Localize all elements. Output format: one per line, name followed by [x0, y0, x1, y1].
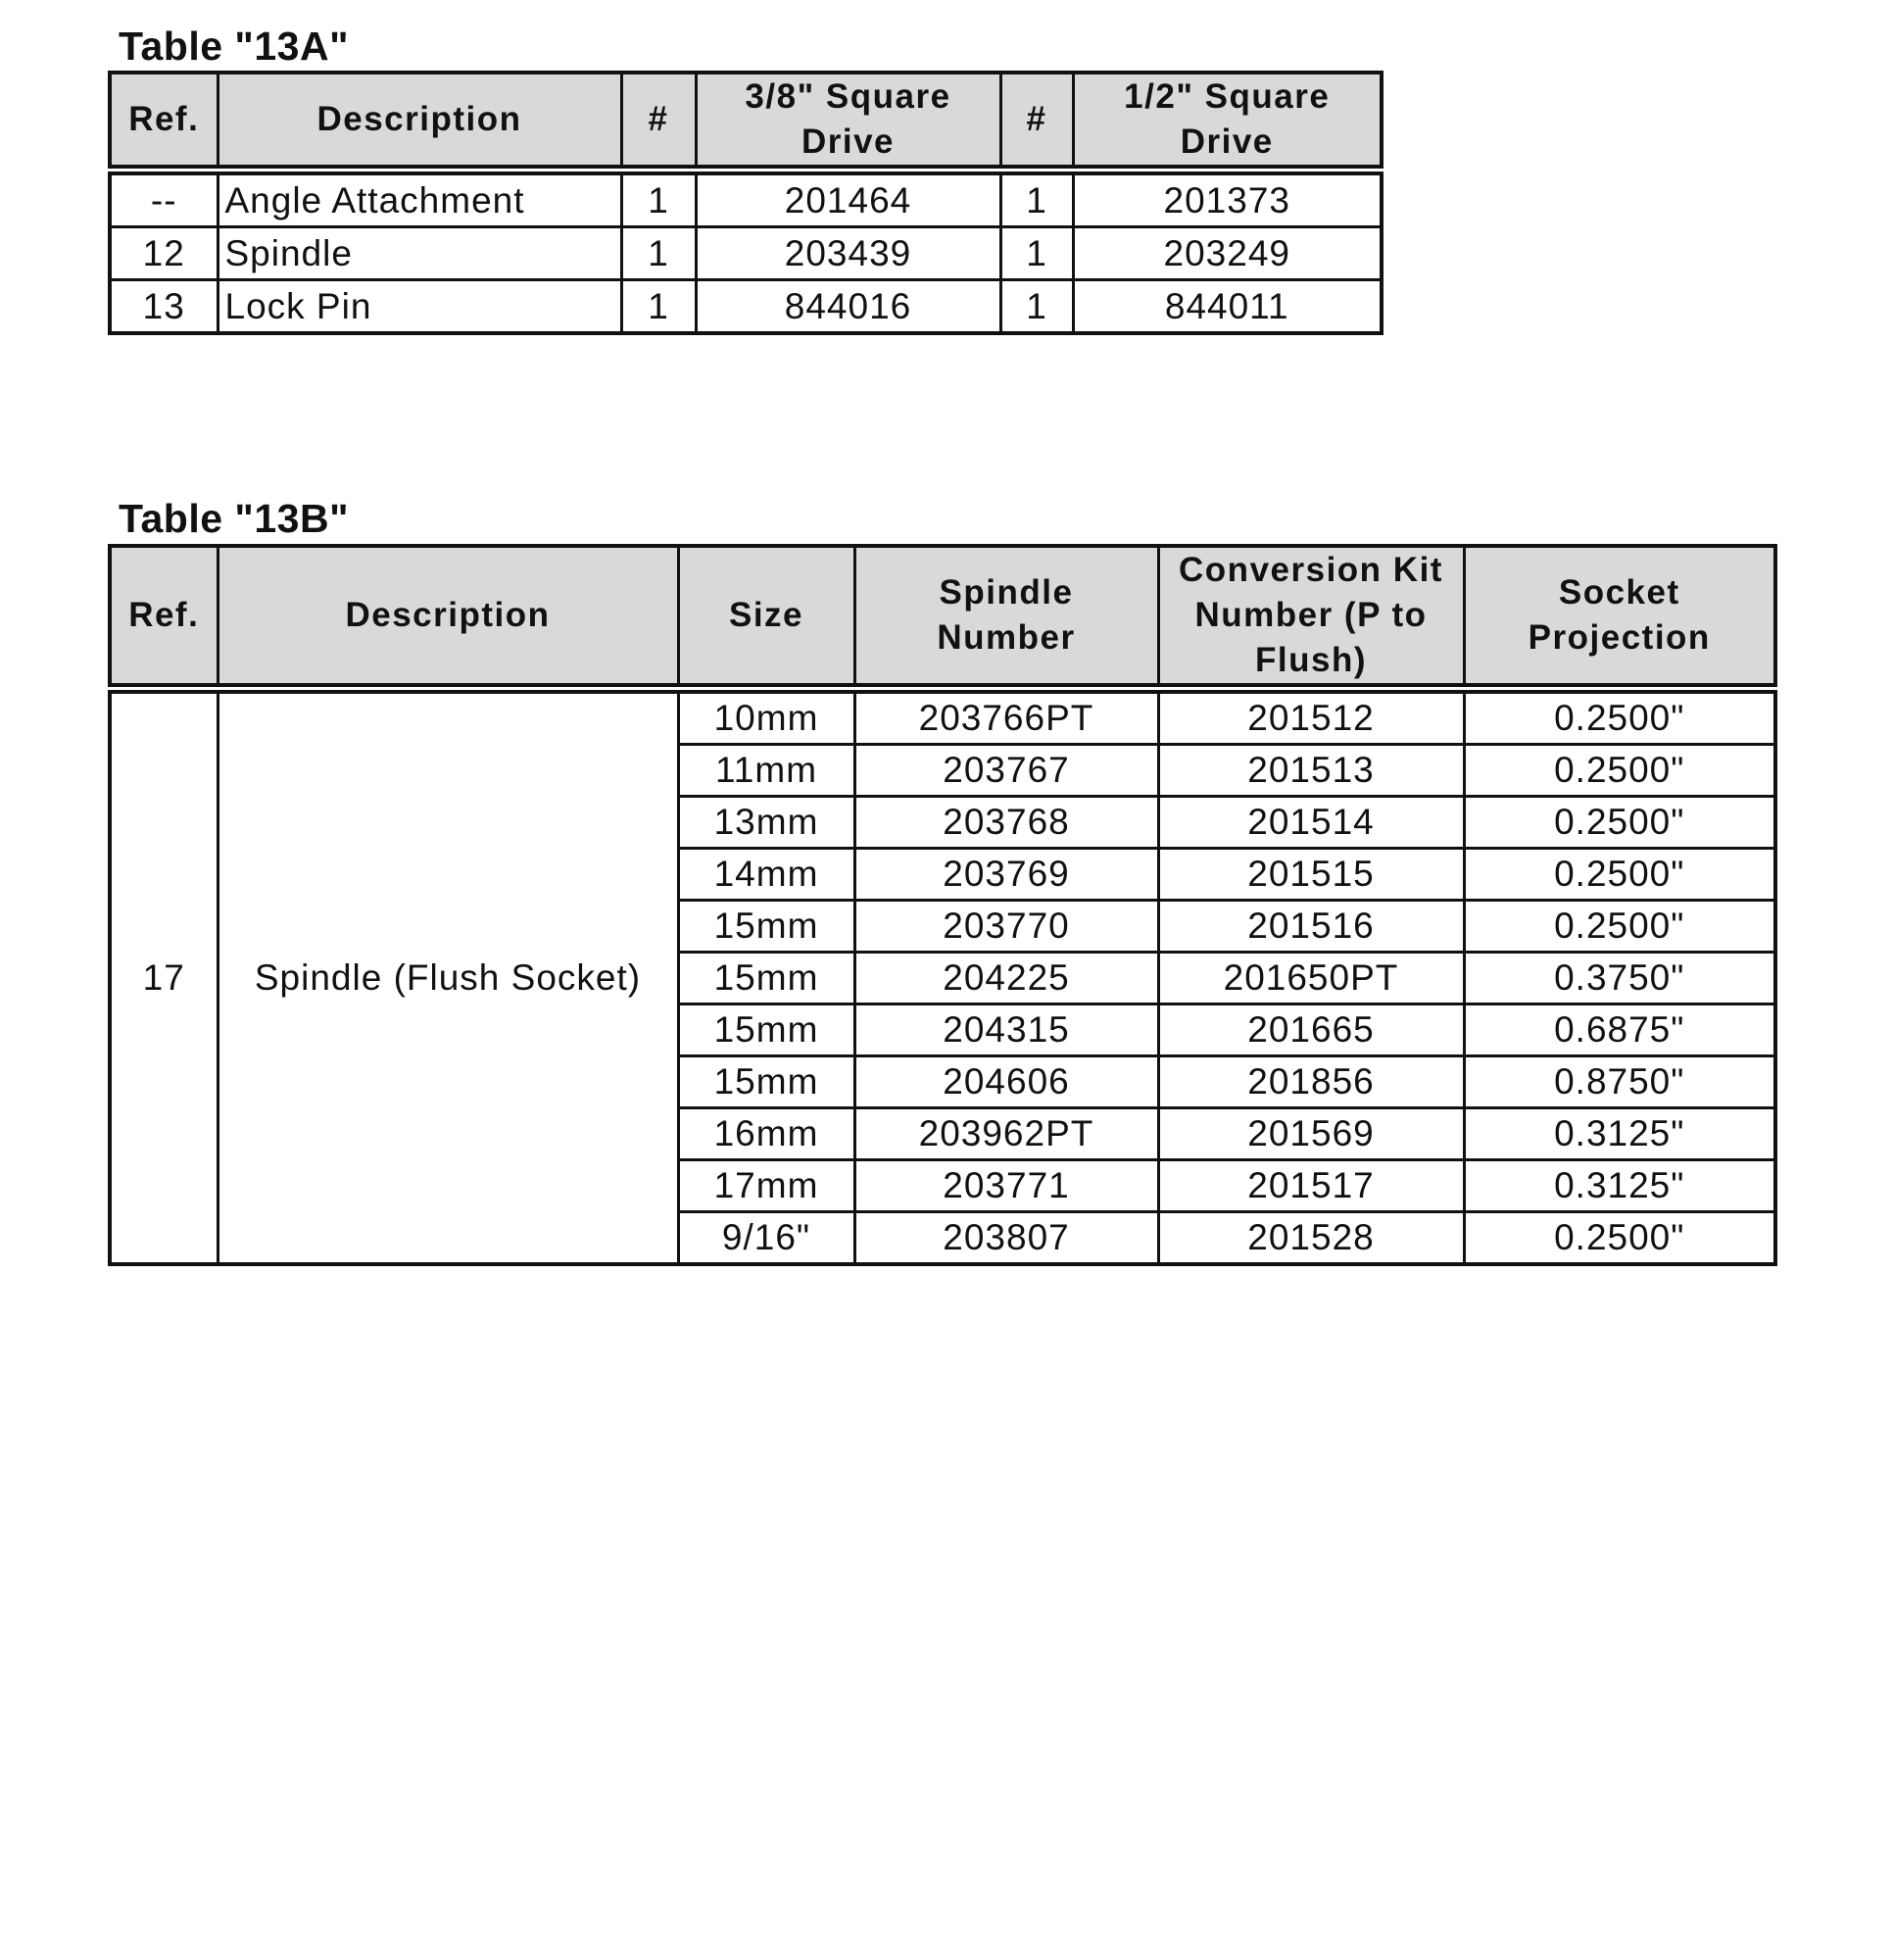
size-cell: 17mm	[678, 1160, 854, 1212]
spindle-number-cell: 204315	[854, 1004, 1158, 1056]
spindle-number-cell: 203807	[854, 1212, 1158, 1265]
spindle-number-cell: 203769	[854, 849, 1158, 901]
description-cell: Spindle	[218, 227, 621, 280]
part-number-cell: 844016	[696, 280, 1000, 334]
size-cell: 15mm	[678, 1056, 854, 1108]
socket-projection-cell: 0.2500"	[1464, 745, 1775, 797]
column-header-1-2-drive: 1/2" Square Drive	[1073, 73, 1382, 171]
qty-cell: 1	[621, 227, 696, 280]
column-header-qty: #	[621, 73, 696, 171]
qty-cell: 1	[1000, 171, 1073, 227]
size-cell: 15mm	[678, 953, 854, 1004]
size-cell: 15mm	[678, 1004, 854, 1056]
conversion-kit-cell: 201516	[1158, 901, 1464, 953]
ref-cell: 12	[110, 227, 218, 280]
table-header-row	[110, 73, 1382, 171]
table-13a	[108, 71, 1383, 335]
size-cell: 9/16"	[678, 1212, 854, 1265]
part-number-cell: 203439	[696, 227, 1000, 280]
socket-projection-cell: 0.2500"	[1464, 797, 1775, 849]
table-13a-title: Table "13A"	[119, 24, 350, 69]
size-cell: 11mm	[678, 745, 854, 797]
column-header-description: Description	[218, 73, 621, 171]
qty-cell: 1	[1000, 280, 1073, 334]
ref-cell: 17	[110, 689, 218, 1265]
conversion-kit-cell: 201856	[1158, 1056, 1464, 1108]
spindle-number-cell: 203768	[854, 797, 1158, 849]
column-header-qty: #	[1000, 73, 1073, 171]
column-header-spindle-number: Spindle Number	[854, 546, 1158, 689]
conversion-kit-cell: 201569	[1158, 1108, 1464, 1160]
column-header-socket-projection: Socket Projection	[1464, 546, 1775, 689]
qty-cell: 1	[1000, 227, 1073, 280]
conversion-kit-cell: 201515	[1158, 849, 1464, 901]
spindle-number-cell: 203767	[854, 745, 1158, 797]
socket-projection-cell: 0.3125"	[1464, 1160, 1775, 1212]
spindle-number-cell: 203771	[854, 1160, 1158, 1212]
socket-projection-cell: 0.3125"	[1464, 1108, 1775, 1160]
description-cell: Angle Attachment	[218, 171, 621, 227]
table-row	[110, 689, 1775, 745]
conversion-kit-cell: 201514	[1158, 797, 1464, 849]
column-header-3-8-drive: 3/8" Square Drive	[696, 73, 1000, 171]
table-row	[110, 171, 1382, 227]
description-cell: Lock Pin	[218, 280, 621, 334]
ref-cell: --	[110, 171, 218, 227]
socket-projection-cell: 0.6875"	[1464, 1004, 1775, 1056]
part-number-cell: 844011	[1073, 280, 1382, 334]
conversion-kit-cell: 201528	[1158, 1212, 1464, 1265]
conversion-kit-cell: 201650PT	[1158, 953, 1464, 1004]
size-cell: 13mm	[678, 797, 854, 849]
part-number-cell: 203249	[1073, 227, 1382, 280]
table-header-row	[110, 546, 1775, 689]
spindle-number-cell: 204606	[854, 1056, 1158, 1108]
column-header-description: Description	[218, 546, 678, 689]
conversion-kit-cell: 201517	[1158, 1160, 1464, 1212]
socket-projection-cell: 0.2500"	[1464, 901, 1775, 953]
qty-cell: 1	[621, 280, 696, 334]
socket-projection-cell: 0.2500"	[1464, 1212, 1775, 1265]
socket-projection-cell: 0.2500"	[1464, 849, 1775, 901]
column-header-ref: Ref.	[110, 546, 218, 689]
conversion-kit-cell: 201513	[1158, 745, 1464, 797]
part-number-cell: 201373	[1073, 171, 1382, 227]
table-13b-title: Table "13B"	[119, 496, 350, 541]
size-cell: 10mm	[678, 689, 854, 745]
column-header-ref: Ref.	[110, 73, 218, 171]
size-cell: 16mm	[678, 1108, 854, 1160]
table-row	[110, 227, 1382, 280]
conversion-kit-cell: 201512	[1158, 689, 1464, 745]
column-header-size: Size	[678, 546, 854, 689]
ref-cell: 13	[110, 280, 218, 334]
socket-projection-cell: 0.8750"	[1464, 1056, 1775, 1108]
size-cell: 15mm	[678, 901, 854, 953]
table-13b	[108, 544, 1777, 1266]
socket-projection-cell: 0.3750"	[1464, 953, 1775, 1004]
spindle-number-cell: 203770	[854, 901, 1158, 953]
spindle-number-cell: 203766PT	[854, 689, 1158, 745]
size-cell: 14mm	[678, 849, 854, 901]
part-number-cell: 201464	[696, 171, 1000, 227]
table-13b-body	[110, 689, 1775, 1265]
column-header-conversion-kit: Conversion Kit Number (P to Flush)	[1158, 546, 1464, 689]
spindle-number-cell: 204225	[854, 953, 1158, 1004]
spindle-number-cell: 203962PT	[854, 1108, 1158, 1160]
qty-cell: 1	[621, 171, 696, 227]
table-row	[110, 280, 1382, 334]
conversion-kit-cell: 201665	[1158, 1004, 1464, 1056]
socket-projection-cell: 0.2500"	[1464, 689, 1775, 745]
description-cell: Spindle (Flush Socket)	[218, 689, 678, 1265]
